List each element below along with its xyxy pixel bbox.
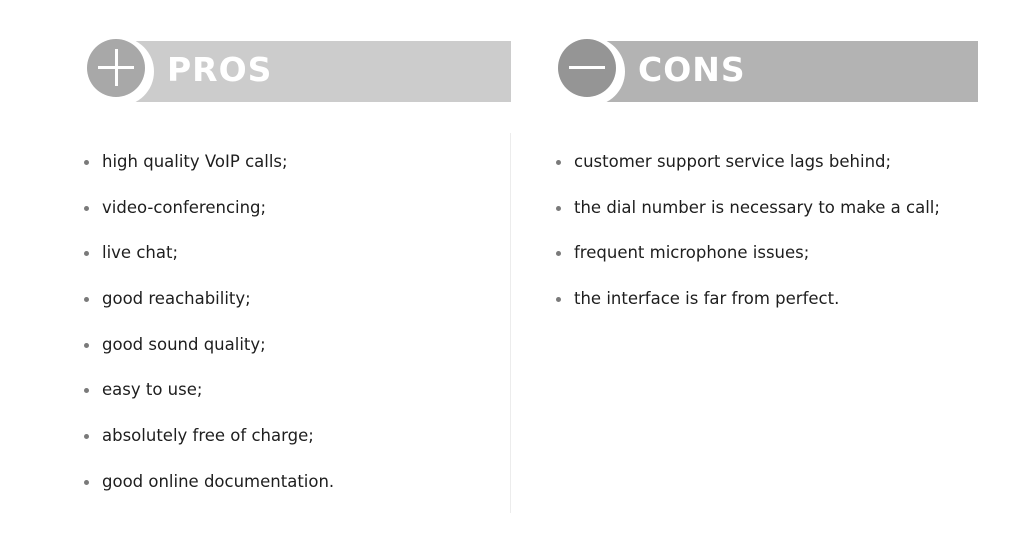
pros-list <box>84 151 334 517</box>
bullet-icon <box>84 160 89 165</box>
cons-item-text: frequent microphone issues; <box>574 243 810 263</box>
bullet-icon <box>84 206 89 211</box>
pros-list-item <box>84 242 334 288</box>
cons-list <box>556 151 940 334</box>
pros-item-text: good reachability; <box>102 289 251 309</box>
pros-list-item <box>84 471 334 517</box>
bullet-icon <box>556 297 561 302</box>
plus-icon <box>87 39 145 97</box>
pros-list-item <box>84 334 334 380</box>
cons-header <box>556 41 978 102</box>
cons-item-text: customer support service lags behind; <box>574 152 892 171</box>
bullet-icon <box>84 343 89 348</box>
cons-badge-ring <box>556 37 625 106</box>
cons-list-item <box>556 242 940 288</box>
cons-list-item <box>556 151 940 197</box>
bullet-icon <box>84 297 89 302</box>
pros-list-item <box>84 288 334 334</box>
pros-list-item <box>84 379 334 425</box>
pros-header <box>85 41 511 102</box>
pros-list-item <box>84 425 334 471</box>
pros-item-text: high quality VoIP calls; <box>102 152 288 171</box>
pros-item-text: easy to use; <box>102 380 203 400</box>
cons-item-text: the interface is far from perfect. <box>574 289 840 309</box>
pros-list-item <box>84 197 334 243</box>
pros-item-text: good online documentation. <box>102 471 335 491</box>
bullet-icon <box>556 160 561 165</box>
pros-badge-ring <box>85 37 154 106</box>
bullet-icon <box>84 388 89 393</box>
bullet-icon <box>84 480 89 485</box>
cons-list-item <box>556 288 940 334</box>
bullet-icon <box>84 434 89 439</box>
column-divider <box>510 133 511 513</box>
cons-title: CONS <box>638 50 746 89</box>
cons-list-item <box>556 197 940 243</box>
pros-item-text: good sound quality; <box>102 334 266 354</box>
pros-item-text: video-conferencing; <box>102 197 267 217</box>
pros-list-item <box>84 151 334 197</box>
cons-item-text: the dial number is necessary to make a call; <box>574 197 940 217</box>
pros-title: PROS <box>167 50 273 89</box>
bullet-icon <box>556 251 561 256</box>
bullet-icon <box>556 206 561 211</box>
bullet-icon <box>84 251 89 256</box>
pros-item-text: live chat; <box>102 243 178 263</box>
minus-icon <box>558 39 616 97</box>
pros-item-text: absolutely free of charge; <box>102 426 314 446</box>
